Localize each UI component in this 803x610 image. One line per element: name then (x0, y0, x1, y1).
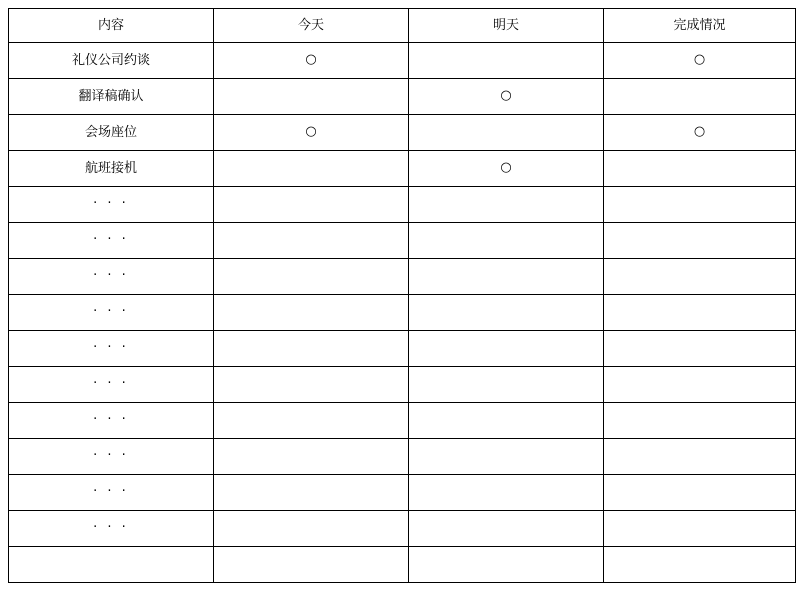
cell-today (214, 403, 409, 439)
cell-content: · · · (9, 259, 214, 295)
header-cell-tomorrow: 明天 (409, 9, 604, 43)
table-row (9, 547, 796, 583)
cell-tomorrow (409, 223, 604, 259)
cell-today (214, 475, 409, 511)
table-row (9, 79, 796, 115)
cell-today (214, 223, 409, 259)
table-row (9, 367, 796, 403)
cell-today (214, 331, 409, 367)
cell-status (604, 403, 796, 439)
table-header (9, 9, 796, 43)
cell-tomorrow (409, 187, 604, 223)
table-row (9, 223, 796, 259)
table-row (9, 259, 796, 295)
cell-today (214, 367, 409, 403)
cell-status: ○ (604, 43, 796, 79)
cell-tomorrow (409, 475, 604, 511)
cell-status (604, 547, 796, 583)
cell-content: · · · (9, 331, 214, 367)
cell-content: · · · (9, 511, 214, 547)
cell-status (604, 151, 796, 187)
cell-today (214, 151, 409, 187)
cell-tomorrow (409, 439, 604, 475)
cell-today (214, 259, 409, 295)
cell-content: 翻译稿确认 (9, 79, 214, 115)
cell-status (604, 511, 796, 547)
header-cell-content: 内容 (9, 9, 214, 43)
table-row (9, 475, 796, 511)
header-cell-status: 完成情况 (604, 9, 796, 43)
cell-content: · · · (9, 223, 214, 259)
cell-tomorrow (409, 43, 604, 79)
cell-today: ○ (214, 43, 409, 79)
cell-status (604, 295, 796, 331)
cell-today (214, 547, 409, 583)
cell-content: · · · (9, 367, 214, 403)
cell-status (604, 331, 796, 367)
table-header-row (9, 9, 796, 43)
table-row (9, 295, 796, 331)
cell-tomorrow: ○ (409, 79, 604, 115)
cell-tomorrow (409, 403, 604, 439)
cell-content: 航班接机 (9, 151, 214, 187)
cell-tomorrow (409, 511, 604, 547)
cell-tomorrow (409, 547, 604, 583)
cell-content: · · · (9, 295, 214, 331)
cell-content: 礼仪公司约谈 (9, 43, 214, 79)
cell-today (214, 187, 409, 223)
cell-tomorrow (409, 115, 604, 151)
cell-content: · · · (9, 403, 214, 439)
cell-content (9, 547, 214, 583)
table-row (9, 439, 796, 475)
cell-content: · · · (9, 439, 214, 475)
cell-tomorrow (409, 367, 604, 403)
cell-status (604, 475, 796, 511)
cell-tomorrow (409, 295, 604, 331)
cell-today (214, 439, 409, 475)
cell-tomorrow: ○ (409, 151, 604, 187)
cell-today (214, 295, 409, 331)
cell-tomorrow (409, 331, 604, 367)
cell-status (604, 187, 796, 223)
cell-status (604, 223, 796, 259)
cell-status (604, 79, 796, 115)
cell-today (214, 511, 409, 547)
cell-today: ○ (214, 115, 409, 151)
table-row (9, 511, 796, 547)
table-row (9, 115, 796, 151)
cell-status: ○ (604, 115, 796, 151)
table-row (9, 43, 796, 79)
cell-content: · · · (9, 187, 214, 223)
table-row (9, 151, 796, 187)
cell-status (604, 367, 796, 403)
cell-content: · · · (9, 475, 214, 511)
cell-tomorrow (409, 259, 604, 295)
table-row (9, 187, 796, 223)
header-cell-today: 今天 (214, 9, 409, 43)
table-row (9, 403, 796, 439)
cell-status (604, 259, 796, 295)
table-body (9, 43, 796, 583)
table-row (9, 331, 796, 367)
cell-today (214, 79, 409, 115)
schedule-table (8, 8, 796, 583)
cell-content: 会场座位 (9, 115, 214, 151)
cell-status (604, 439, 796, 475)
